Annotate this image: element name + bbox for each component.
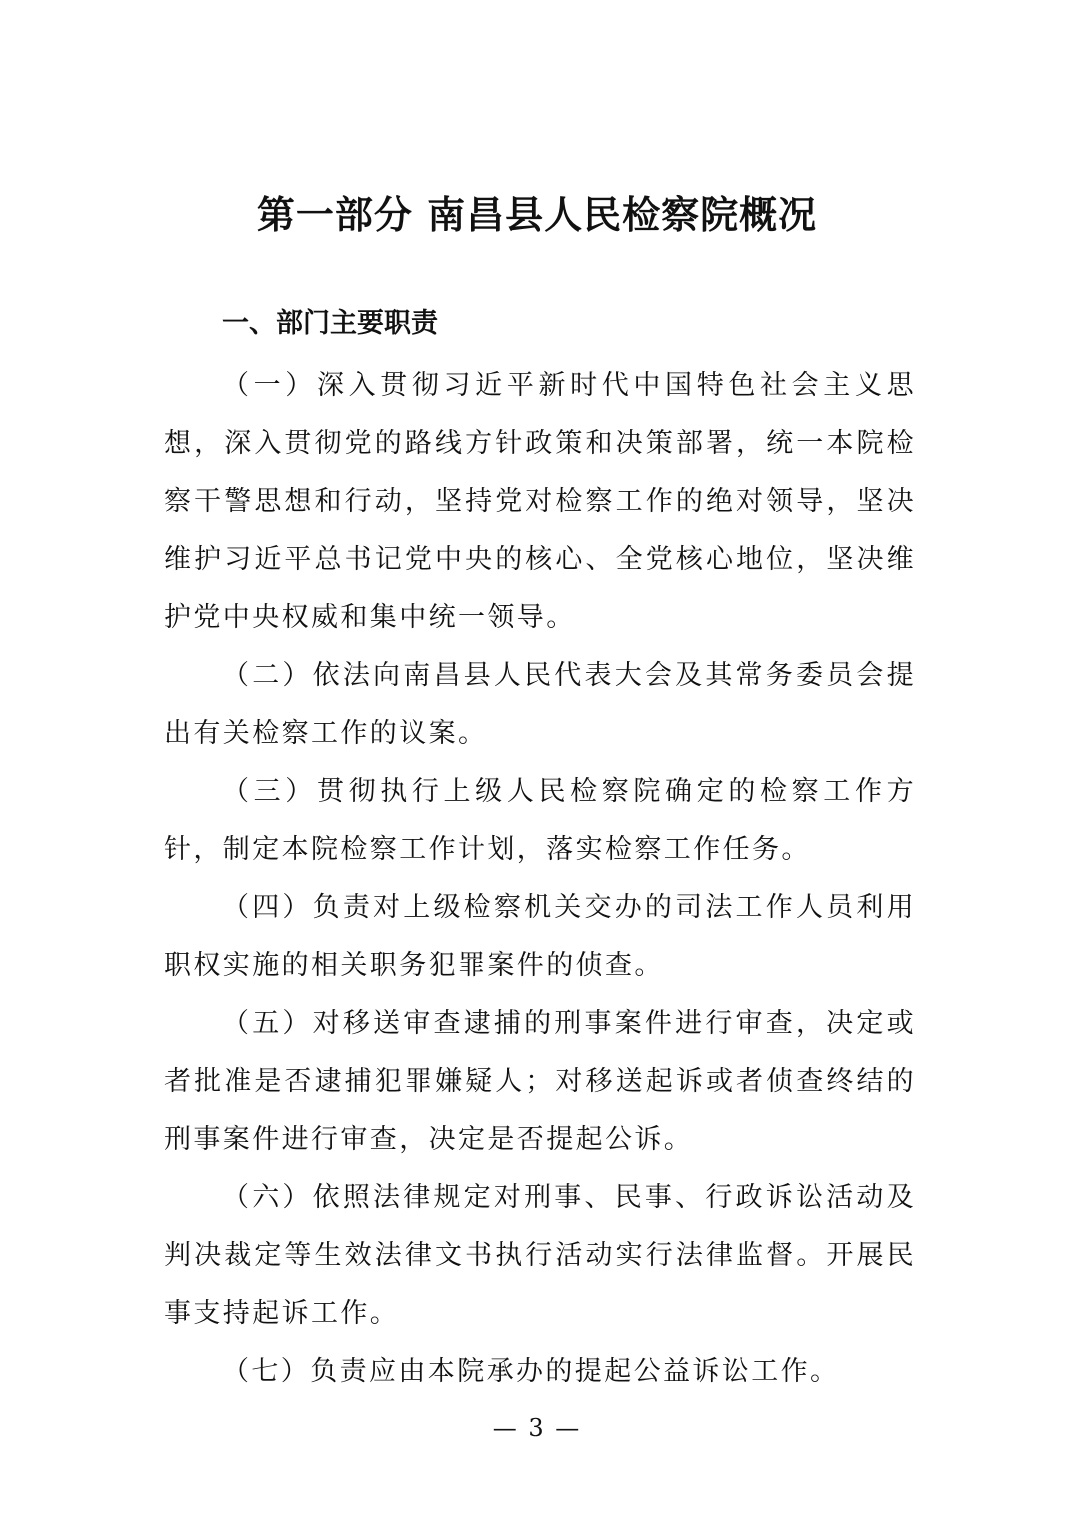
section-heading: 一、部门主要职责 (222, 308, 438, 339)
paragraph-2: （二）依法向南昌县人民代表大会及其常务委员会提出有关检察工作的议案。 (164, 660, 916, 749)
paragraph-1: （一）深入贯彻习近平新时代中国特色社会主义思想，深入贯彻党的路线方针政策和决策部署，统一本院检察干警思想和行动，坚持党对检察工作的绝对领导，坚决维护习近平总书记党中央的核心、全党核心地位，坚决维护党中央权威和集中统一领导。 (164, 370, 916, 633)
paragraph-3: （三）贯彻执行上级人民检察院确定的检察工作方针，制定本院检察工作计划，落实检察工作任务。 (164, 776, 916, 865)
paragraph-6: （六）依照法律规定对刑事、民事、行政诉讼活动及判决裁定等生效法律文书执行活动实行法律监督。开展民事支持起诉工作。 (164, 1182, 916, 1329)
paragraph-7: （七）负责应由本院承办的提起公益诉讼工作。 (222, 1356, 840, 1387)
page-number: — 3 — (492, 1414, 582, 1442)
body-text (164, 357, 916, 1401)
document-title: 第一部分 南昌县人民检察院概况 (256, 193, 818, 237)
paragraph-5: （五）对移送审查逮捕的刑事案件进行审查，决定或者批准是否逮捕犯罪嫌疑人；对移送起诉或者侦查终结的刑事案件进行审查，决定是否提起公诉。 (164, 1008, 916, 1155)
paragraph-4: （四）负责对上级检察机关交办的司法工作人员利用职权实施的相关职务犯罪案件的侦查。 (164, 892, 916, 981)
